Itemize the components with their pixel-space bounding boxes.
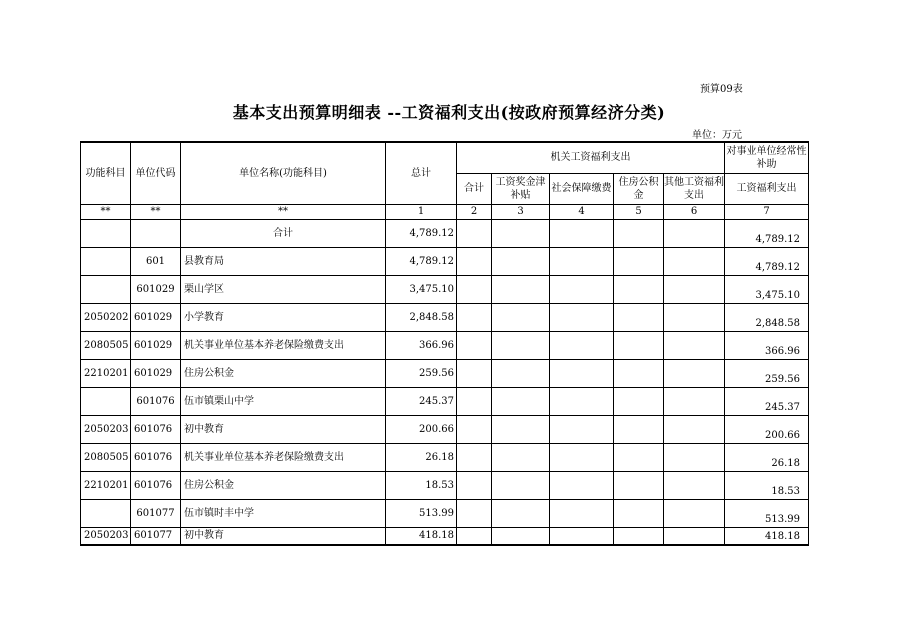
other-wage-cell bbox=[664, 331, 725, 359]
subtotal-cell bbox=[457, 415, 492, 443]
func-code-cell bbox=[81, 275, 131, 303]
header-wage-welfare: 工资福利支出 bbox=[725, 173, 809, 204]
wage-bonus-cell bbox=[492, 247, 550, 275]
unit-name-cell: 合计 bbox=[181, 219, 386, 247]
housing-fund-cell bbox=[614, 303, 664, 331]
wage-bonus-cell bbox=[492, 527, 550, 545]
wage-bonus-cell bbox=[492, 387, 550, 415]
subtotal-cell bbox=[457, 443, 492, 471]
unit-code-cell: 601076 bbox=[131, 471, 181, 499]
social-security-cell bbox=[550, 443, 614, 471]
header-subtotal: 合计 bbox=[457, 173, 492, 204]
table-row bbox=[81, 387, 809, 415]
unit-name-cell: 机关事业单位基本养老保险缴费支出 bbox=[181, 443, 386, 471]
func-code-cell: 2080505 bbox=[81, 331, 131, 359]
subtotal-cell bbox=[457, 499, 492, 527]
unit-name-cell: 住房公积金 bbox=[181, 471, 386, 499]
unit-name-cell: 初中教育 bbox=[181, 415, 386, 443]
other-wage-cell bbox=[664, 443, 725, 471]
subtotal-cell bbox=[457, 247, 492, 275]
social-security-cell bbox=[550, 219, 614, 247]
header-row-1 bbox=[81, 142, 809, 173]
other-wage-cell bbox=[664, 415, 725, 443]
header-subsidy-group: 对事业单位经常性补助 bbox=[725, 142, 809, 173]
func-code-cell: 2050202 bbox=[81, 303, 131, 331]
housing-fund-cell bbox=[614, 415, 664, 443]
table-row bbox=[81, 443, 809, 471]
subtotal-cell bbox=[457, 219, 492, 247]
wage-welfare-cell: 3,475.10 bbox=[725, 275, 809, 303]
wage-welfare-cell: 259.56 bbox=[725, 359, 809, 387]
housing-fund-cell bbox=[614, 359, 664, 387]
table-row bbox=[81, 219, 809, 247]
table-row bbox=[81, 303, 809, 331]
wage-welfare-cell: 513.99 bbox=[725, 499, 809, 527]
index-cell: 6 bbox=[664, 204, 725, 219]
housing-fund-cell bbox=[614, 219, 664, 247]
total-cell: 4,789.12 bbox=[386, 247, 457, 275]
table-row bbox=[81, 331, 809, 359]
other-wage-cell bbox=[664, 471, 725, 499]
header-unit-code: 单位代码 bbox=[131, 142, 181, 204]
table-row bbox=[81, 471, 809, 499]
wage-bonus-cell bbox=[492, 275, 550, 303]
header-other-wage: 其他工资福利支出 bbox=[664, 173, 725, 204]
func-code-cell bbox=[81, 219, 131, 247]
subtotal-cell bbox=[457, 527, 492, 545]
wage-bonus-cell bbox=[492, 303, 550, 331]
housing-fund-cell bbox=[614, 275, 664, 303]
wage-welfare-cell: 18.53 bbox=[725, 471, 809, 499]
social-security-cell bbox=[550, 527, 614, 545]
social-security-cell bbox=[550, 303, 614, 331]
wage-bonus-cell bbox=[492, 415, 550, 443]
other-wage-cell bbox=[664, 359, 725, 387]
other-wage-cell bbox=[664, 499, 725, 527]
wage-welfare-cell: 366.96 bbox=[725, 331, 809, 359]
index-cell: ** bbox=[131, 204, 181, 219]
wage-bonus-cell bbox=[492, 443, 550, 471]
unit-label: 单位：万元 bbox=[692, 130, 742, 141]
subtotal-cell bbox=[457, 303, 492, 331]
index-cell: ** bbox=[81, 204, 131, 219]
housing-fund-cell bbox=[614, 387, 664, 415]
header-agency-group: 机关工资福利支出 bbox=[457, 142, 725, 173]
func-code-cell: 2050203 bbox=[81, 415, 131, 443]
func-code-cell bbox=[81, 247, 131, 275]
subtotal-cell bbox=[457, 387, 492, 415]
unit-code-cell: 601076 bbox=[131, 415, 181, 443]
housing-fund-cell bbox=[614, 331, 664, 359]
total-cell: 513.99 bbox=[386, 499, 457, 527]
total-cell: 18.53 bbox=[386, 471, 457, 499]
wage-bonus-cell bbox=[492, 499, 550, 527]
unit-name-cell: 住房公积金 bbox=[181, 359, 386, 387]
social-security-cell bbox=[550, 387, 614, 415]
unit-name-cell: 栗山学区 bbox=[181, 275, 386, 303]
wage-welfare-cell: 2,848.58 bbox=[725, 303, 809, 331]
unit-code-cell: 601029 bbox=[131, 303, 181, 331]
unit-code-cell: 601029 bbox=[131, 275, 181, 303]
unit-code-cell: 601076 bbox=[131, 443, 181, 471]
table-row bbox=[81, 415, 809, 443]
housing-fund-cell bbox=[614, 443, 664, 471]
social-security-cell bbox=[550, 359, 614, 387]
unit-name-cell: 小学教育 bbox=[181, 303, 386, 331]
wage-welfare-cell: 4,789.12 bbox=[725, 219, 809, 247]
index-cell: 5 bbox=[614, 204, 664, 219]
index-cell: 4 bbox=[550, 204, 614, 219]
func-code-cell: 2210201 bbox=[81, 359, 131, 387]
func-code-cell: 2210201 bbox=[81, 471, 131, 499]
other-wage-cell bbox=[664, 219, 725, 247]
unit-code-cell: 601029 bbox=[131, 359, 181, 387]
header-social-security: 社会保障缴费 bbox=[550, 173, 614, 204]
index-cell: 2 bbox=[457, 204, 492, 219]
unit-name-cell: 伍市镇时丰中学 bbox=[181, 499, 386, 527]
total-cell: 245.37 bbox=[386, 387, 457, 415]
index-cell: 7 bbox=[725, 204, 809, 219]
index-cell: 3 bbox=[492, 204, 550, 219]
unit-name-cell: 初中教育 bbox=[181, 527, 386, 545]
social-security-cell bbox=[550, 471, 614, 499]
total-cell: 26.18 bbox=[386, 443, 457, 471]
subtotal-cell bbox=[457, 331, 492, 359]
total-cell: 200.66 bbox=[386, 415, 457, 443]
index-cell: 1 bbox=[386, 204, 457, 219]
header-func-code: 功能科目 bbox=[81, 142, 131, 204]
header-wage-bonus: 工资奖金津补贴 bbox=[492, 173, 550, 204]
unit-name-cell: 县教育局 bbox=[181, 247, 386, 275]
page-title: 基本支出预算明细表 --工资福利支出(按政府预算经济分类) bbox=[232, 103, 666, 122]
table-row bbox=[81, 527, 809, 545]
other-wage-cell bbox=[664, 303, 725, 331]
wage-welfare-cell: 245.37 bbox=[725, 387, 809, 415]
total-cell: 4,789.12 bbox=[386, 219, 457, 247]
social-security-cell bbox=[550, 499, 614, 527]
unit-code-cell: 601077 bbox=[131, 499, 181, 527]
total-cell: 366.96 bbox=[386, 331, 457, 359]
wage-welfare-cell: 4,789.12 bbox=[725, 247, 809, 275]
unit-code-cell: 601 bbox=[131, 247, 181, 275]
subtotal-cell bbox=[457, 471, 492, 499]
unit-code-cell: 601077 bbox=[131, 527, 181, 545]
total-cell: 418.18 bbox=[386, 527, 457, 545]
other-wage-cell bbox=[664, 247, 725, 275]
wage-welfare-cell: 26.18 bbox=[725, 443, 809, 471]
func-code-cell bbox=[81, 387, 131, 415]
unit-name-cell: 伍市镇栗山中学 bbox=[181, 387, 386, 415]
table-row bbox=[81, 359, 809, 387]
housing-fund-cell bbox=[614, 527, 664, 545]
table-row bbox=[81, 247, 809, 275]
budget-table bbox=[80, 141, 809, 546]
header-housing-fund: 住房公积金 bbox=[614, 173, 664, 204]
other-wage-cell bbox=[664, 387, 725, 415]
form-number: 预算09表 bbox=[700, 84, 743, 95]
wage-welfare-cell: 200.66 bbox=[725, 415, 809, 443]
table-row bbox=[81, 275, 809, 303]
index-cell: ** bbox=[181, 204, 386, 219]
social-security-cell bbox=[550, 275, 614, 303]
header-unit-name: 单位名称(功能科目) bbox=[181, 142, 386, 204]
social-security-cell bbox=[550, 331, 614, 359]
housing-fund-cell bbox=[614, 471, 664, 499]
housing-fund-cell bbox=[614, 247, 664, 275]
wage-bonus-cell bbox=[492, 219, 550, 247]
housing-fund-cell bbox=[614, 499, 664, 527]
subtotal-cell bbox=[457, 359, 492, 387]
social-security-cell bbox=[550, 247, 614, 275]
other-wage-cell bbox=[664, 275, 725, 303]
func-code-cell bbox=[81, 499, 131, 527]
table-row bbox=[81, 499, 809, 527]
wage-bonus-cell bbox=[492, 359, 550, 387]
index-row bbox=[81, 204, 809, 219]
total-cell: 3,475.10 bbox=[386, 275, 457, 303]
unit-code-cell: 601029 bbox=[131, 331, 181, 359]
wage-bonus-cell bbox=[492, 471, 550, 499]
func-code-cell: 2080505 bbox=[81, 443, 131, 471]
func-code-cell: 2050203 bbox=[81, 527, 131, 545]
social-security-cell bbox=[550, 415, 614, 443]
other-wage-cell bbox=[664, 527, 725, 545]
unit-code-cell: 601076 bbox=[131, 387, 181, 415]
wage-welfare-cell: 418.18 bbox=[725, 527, 809, 545]
unit-code-cell bbox=[131, 219, 181, 247]
total-cell: 259.56 bbox=[386, 359, 457, 387]
subtotal-cell bbox=[457, 275, 492, 303]
unit-name-cell: 机关事业单位基本养老保险缴费支出 bbox=[181, 331, 386, 359]
wage-bonus-cell bbox=[492, 331, 550, 359]
header-total: 总计 bbox=[386, 142, 457, 204]
total-cell: 2,848.58 bbox=[386, 303, 457, 331]
